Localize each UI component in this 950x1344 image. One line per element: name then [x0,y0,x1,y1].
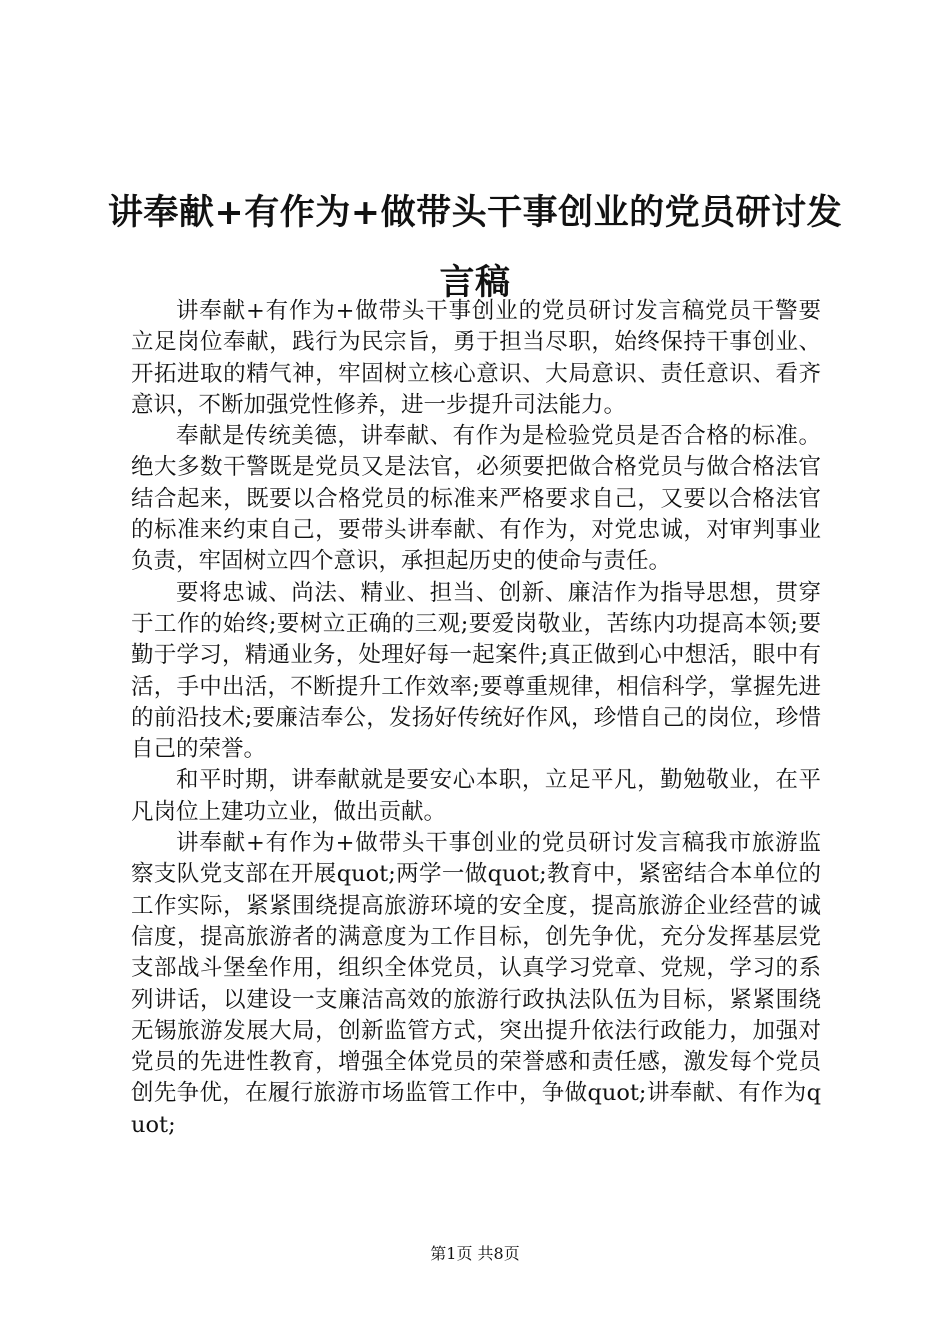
paragraph: 讲奉献+有作为+做带头干事创业的党员研讨发言稿我市旅游监察支队党支部在开展quot;两学一做quot;教育中，紧密结合本单位的工作实际，紧紧围绕提高旅游环境的安全度，提高旅游企业经营的诚信度，提高旅游者的满意度为工作目标，创先争优，充分发挥基层党支部战斗堡垒作用，组织全体党员，认真学习党章、党规，学习的系列讲话，以建设一支廉洁高效的旅游行政执法队伍为目标，紧紧围绕无锡旅游发展大局，创新监管方式，突出提升依法行政能力，加强对党员的先进性教育，增强全体党员的荣誉感和责任感，激发每个党员创先争优，在履行旅游市场监管工作中，争做quot;讲奉献、有作为quot; [131,830,821,1138]
document-title: 讲奉献+有作为+做带头干事创业的党员研讨发言稿 [107,193,843,303]
document-body [131,296,821,1141]
page-footer: 第1页 共8页 [430,1244,520,1263]
paragraph: 和平时期，讲奉献就是要安心本职，立足平凡，勤勉敬业，在平凡岗位上建功立业，做出贡献。 [131,767,821,825]
paragraph: 要将忠诚、尚法、精业、担当、创新、廉洁作为指导思想，贯穿于工作的始终;要树立正确的三观;要爱岗敬业，苦练内功提高本领;要勤于学习，精通业务，处理好每一起案件;真正做到心中想活，眼中有活，手中出活，不断提升工作效率;要尊重规律，相信科学，掌握先进的前沿技术;要廉洁奉公，发扬好传统好作风，珍惜自己的岗位，珍惜自己的荣誉。 [131,579,821,763]
paragraph: 奉献是传统美德，讲奉献、有作为是检验党员是否合格的标准。绝大多数干警既是党员又是法官，必须要把做合格党员与做合格法官结合起来，既要以合格党员的标准来严格要求自己，又要以合格法官的标准来约束自己，要带头讲奉献、有作为，对党忠诚，对审判事业负责，牢固树立四个意识，承担起历史的使命与责任。 [131,423,821,575]
paragraph: 讲奉献+有作为+做带头干事创业的党员研讨发言稿党员干警要立足岗位奉献，践行为民宗旨，勇于担当尽职，始终保持干事创业、开拓进取的精气神，牢固树立核心意识、大局意识、责任意识、看齐意识，不断加强党性修养，进一步提升司法能力。 [131,298,821,418]
